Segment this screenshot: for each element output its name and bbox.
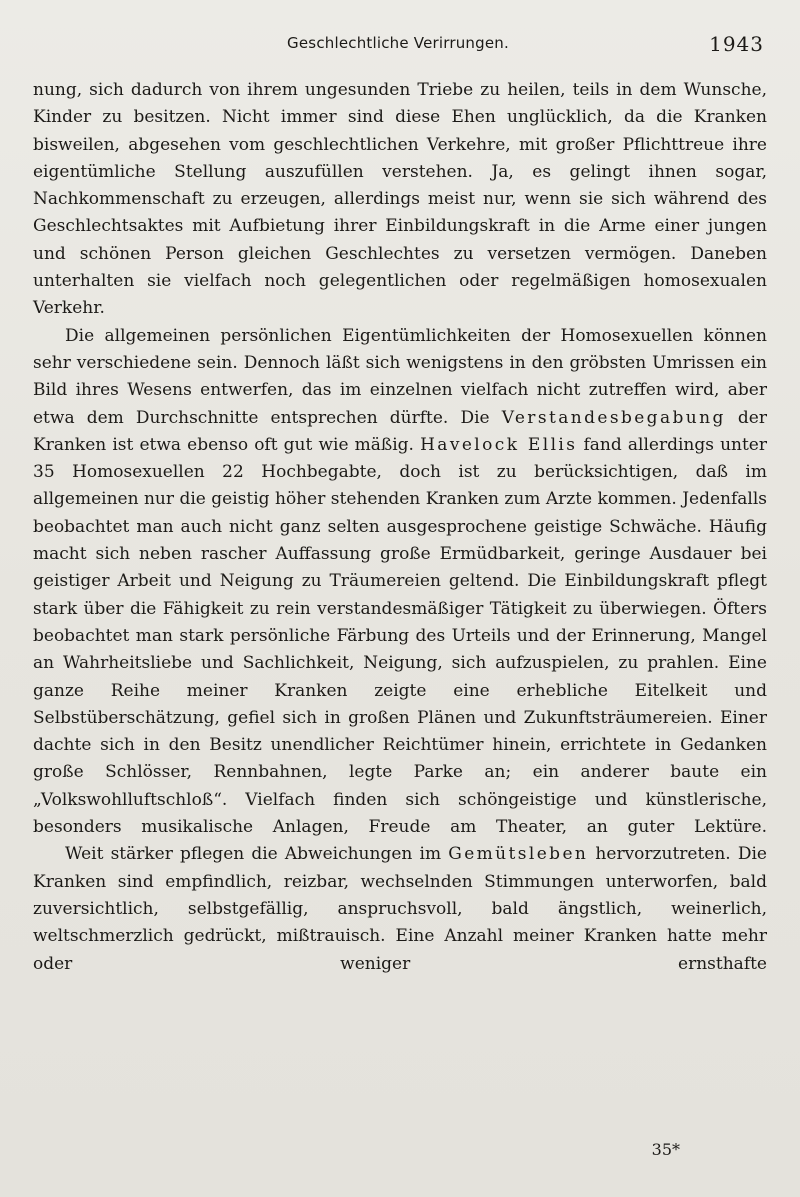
text-segment: Weit stärker pflegen die Abweichungen im bbox=[65, 844, 449, 865]
paragraph bbox=[33, 77, 767, 323]
text-segment: der Kranken ist etwa ebenso oft gut wie mäßig. bbox=[33, 407, 767, 455]
emphasized-text: Verstandesbegabung bbox=[501, 407, 726, 428]
page-number: 1943 bbox=[709, 32, 764, 56]
running-title: Geschlechtliche Verirrungen. bbox=[287, 34, 509, 52]
printer-signature: 35* bbox=[651, 1140, 680, 1159]
paragraph bbox=[33, 323, 767, 842]
emphasized-text: Gemütsleben bbox=[448, 844, 589, 865]
text-segment: Die allgemeinen persönlichen Eigentümlichkeiten der Homosexuellen können sehr verschiedene sein. Dennoch läßt sich wenigstens in den gröbsten Umrissen ein Bild ihres Wesens entwerfen, das im einzelnen vielfach nicht zutreffen wird, aber etwa dem Durchschnitte entsprechen dürfte. Die bbox=[33, 325, 767, 428]
text-segment: hervorzutreten. Die Kranken sind empfindlich, reizbar, wechselnden Stimmungen unterworfen, bald zuversichtlich, selbstgefällig, anspruchsvoll, bald ängstlich, weinerlich, weltschmerzlich gedrückt, mißtrauisch. Eine Anzahl meiner Kranken hatte mehr oder weniger ernsthafte bbox=[33, 844, 767, 974]
emphasized-text: Havelock Ellis bbox=[420, 434, 578, 455]
text-segment: fand allerdings unter 35 Homosexuellen 22 Hochbegabte, doch ist zu berücksichtigen, daß im allgemeinen nur die geistig höher stehenden Kranken zum Arzte kommen. Jedenfalls beobachtet man auch nicht ganz selten ausgesprochene geistige Schwäche. Häufig macht sich neben rascher Auffassung große Ermüdbarkeit, geringe Ausdauer bei geistiger Arbeit und Neigung zu Träumereien geltend. Die Einbildungskraft pflegt stark über die Fähigkeit zu rein verstandesmäßiger Tätigkeit zu überwiegen. Öfters beobachtet man stark persönliche Färbung des Urteils und der Erinnerung, Mangel an Wahrheitsliebe und Sachlichkeit, Neigung, sich aufzuspielen, zu prahlen. Eine ganze Reihe meiner Kranken zeigte eine erhebliche Eitelkeit und Selbstüberschätzung, gefiel sich in großen Plänen und Zukunftsträumereien. Einer dachte sich in den Besitz unendlicher Reichtümer hinein, errichtete in Gedanken große Schlösser, Rennbahnen, legte Parke an; ein anderer baute ein „Volkswohlluftschloß“. Vielfach finden sich schöngeistige und künstlerische, besonders musikalische Anlagen, Freude am Theater, an guter Lektüre. bbox=[33, 434, 767, 838]
text-segment: nung, sich dadurch von ihrem ungesunden Triebe zu heilen, teils in dem Wunsche, Kinder zu besitzen. Nicht immer sind diese Ehen unglücklich, da die Kranken bisweilen, abgesehen vom geschlechtlichen Verkehre, mit großer Pflichttreue ihre eigentümliche Stellung auszufüllen verstehen. Ja, es gelingt ihnen sogar, Nachkommenschaft zu erzeugen, allerdings meist nur, wenn sie sich während des Geschlechtsaktes mit Aufbietung ihrer Einbildungskraft in die Arme einer jungen und schönen Person gleichen Geschlechtes zu versetzen vermögen. Daneben unterhalten sie vielfach noch gelegentlichen oder regelmäßigen homosexualen Verkehr. bbox=[33, 80, 767, 319]
paragraph bbox=[33, 841, 767, 977]
page-header bbox=[30, 32, 766, 62]
body-text bbox=[33, 77, 767, 978]
